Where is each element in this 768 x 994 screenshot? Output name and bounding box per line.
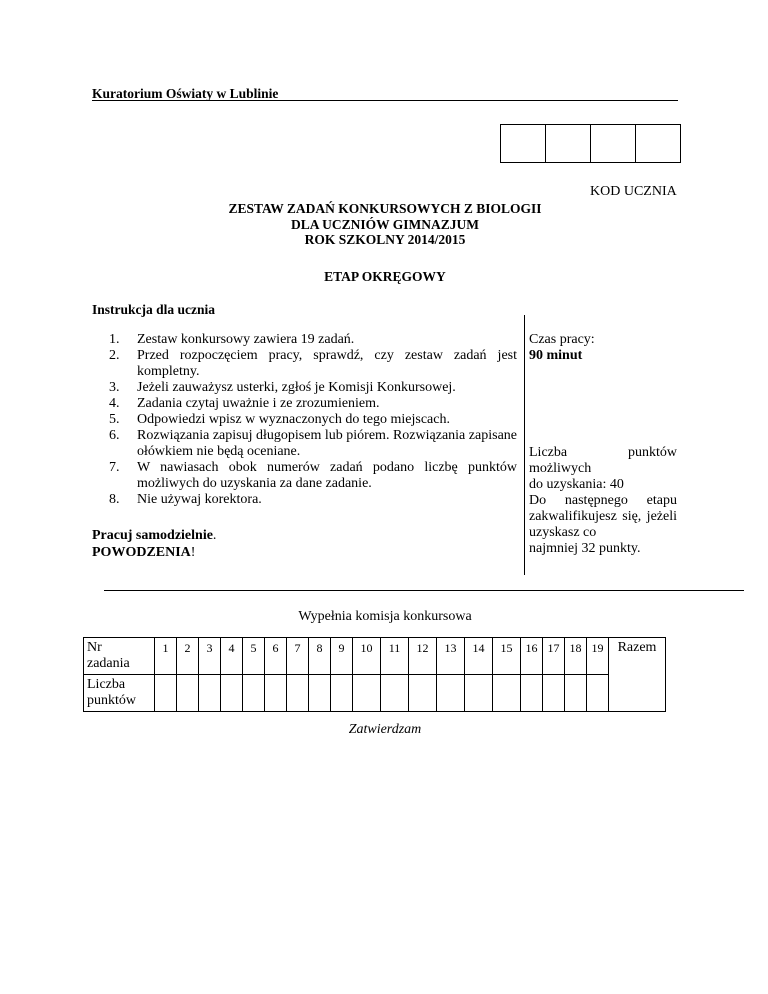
document-title	[92, 201, 678, 248]
points-cell[interactable]	[155, 675, 177, 712]
section-divider	[104, 590, 744, 591]
points-cell[interactable]	[587, 675, 609, 712]
student-code-boxes	[500, 124, 681, 163]
points-cell[interactable]	[243, 675, 265, 712]
task-number-cell: 2	[177, 638, 199, 675]
points-cell[interactable]	[221, 675, 243, 712]
points-label: Liczba punktów	[529, 445, 677, 460]
commission-label: Wypełnia komisja konkursowa	[298, 609, 472, 624]
task-number-cell: 15	[493, 638, 521, 675]
good-luck: POWODZENIA!	[92, 545, 196, 560]
task-number-cell: 16	[521, 638, 543, 675]
task-number-cell: 9	[331, 638, 353, 675]
instructions-list	[109, 332, 517, 508]
student-code-box-2[interactable]	[546, 125, 591, 162]
student-code-box-1[interactable]	[501, 125, 546, 162]
points-cell[interactable]	[265, 675, 287, 712]
task-number-cell: 17	[543, 638, 565, 675]
list-item: 2. Przed rozpoczęciem pracy, sprawdź, czy zestaw zadań jest kompletny.	[109, 348, 517, 379]
points-row	[84, 675, 666, 712]
task-number-cell: 7	[287, 638, 309, 675]
points-cell[interactable]	[331, 675, 353, 712]
task-number-cell: 4	[221, 638, 243, 675]
task-number-cell: 12	[409, 638, 437, 675]
title-line-2: DLA UCZNIÓW GIMNAZJUM	[290, 216, 479, 232]
instructions-heading: Instrukcja dla ucznia	[92, 302, 216, 317]
score-table	[83, 637, 666, 712]
points-cell[interactable]	[381, 675, 409, 712]
approval-label: Zatwierdzam	[348, 722, 422, 737]
points-cell[interactable]	[287, 675, 309, 712]
points-cell[interactable]	[409, 675, 437, 712]
task-number-row	[84, 638, 666, 675]
list-item: 8. Nie używaj korektora.	[109, 492, 262, 507]
points-cell[interactable]	[521, 675, 543, 712]
points-cell[interactable]	[309, 675, 331, 712]
title-line-3: ROK SZKOLNY 2014/2015	[304, 232, 466, 247]
points-cell[interactable]	[177, 675, 199, 712]
task-number-cell: 19	[587, 638, 609, 675]
list-item: 3. Jeżeli zauważysz usterki, zgłoś je Komisji Konkursowej.	[109, 380, 456, 395]
points-cell[interactable]	[565, 675, 587, 712]
student-code-label: KOD UCZNIA	[590, 184, 677, 199]
list-item: 5. Odpowiedzi wpisz w wyznaczonych do tego miejscach.	[109, 412, 450, 427]
task-number-cell: 6	[265, 638, 287, 675]
task-number-cell: 8	[309, 638, 331, 675]
student-code-box-3[interactable]	[591, 125, 636, 162]
student-code-box-4[interactable]	[636, 125, 680, 162]
points-cell[interactable]	[353, 675, 381, 712]
points-cell[interactable]	[437, 675, 465, 712]
column-divider	[524, 315, 525, 575]
points-label-2: możliwych	[529, 461, 592, 476]
task-number-cell: 10	[353, 638, 381, 675]
task-number-cell: 14	[465, 638, 493, 675]
closing-remarks	[92, 527, 216, 561]
points-cell[interactable]	[465, 675, 493, 712]
list-item: 6. Rozwiązania zapisuj długopisem lub piórem. Rozwiązania zapisane ołówkiem nie będą oceniane.	[109, 428, 517, 459]
work-alone: Pracuj samodzielnie.	[92, 528, 217, 543]
points-max: do uzyskania: 40	[529, 477, 624, 492]
task-number-header: Nr zadania	[84, 638, 155, 675]
points-cell[interactable]	[199, 675, 221, 712]
institution-name: Kuratorium Oświaty w Lublinie	[92, 86, 279, 101]
time-label: Czas pracy:	[529, 332, 595, 347]
time-info	[529, 332, 677, 364]
header-divider	[92, 100, 678, 101]
title-line-1: ZESTAW ZADAŃ KONKURSOWYCH Z BIOLOGII	[228, 201, 542, 216]
task-number-cell: 3	[199, 638, 221, 675]
list-item: 7. W nawiasach obok numerów zadań podano liczbę punktów możliwych do uzyskania za dane zadanie.	[109, 460, 517, 491]
total-cell: Razem	[609, 638, 666, 712]
task-number-cell: 18	[565, 638, 587, 675]
task-number-cell: 11	[381, 638, 409, 675]
task-number-cell: 13	[437, 638, 465, 675]
task-number-cell: 5	[243, 638, 265, 675]
qualification-threshold: najmniej 32 punkty.	[529, 541, 641, 556]
competition-stage: ETAP OKRĘGOWY	[324, 269, 446, 284]
qualification-info: Do następnego etapu zakwalifikujesz się, jeżeli uzyskasz co	[529, 493, 677, 540]
points-cell[interactable]	[493, 675, 521, 712]
points-header: Liczba punktów	[84, 675, 155, 712]
time-value: 90 minut	[529, 348, 583, 363]
list-item: 1. Zestaw konkursowy zawiera 19 zadań.	[109, 332, 355, 347]
list-item: 4. Zadania czytaj uważnie i ze zrozumieniem.	[109, 396, 380, 411]
task-number-cell: 1	[155, 638, 177, 675]
points-info	[529, 445, 677, 557]
points-cell[interactable]	[543, 675, 565, 712]
